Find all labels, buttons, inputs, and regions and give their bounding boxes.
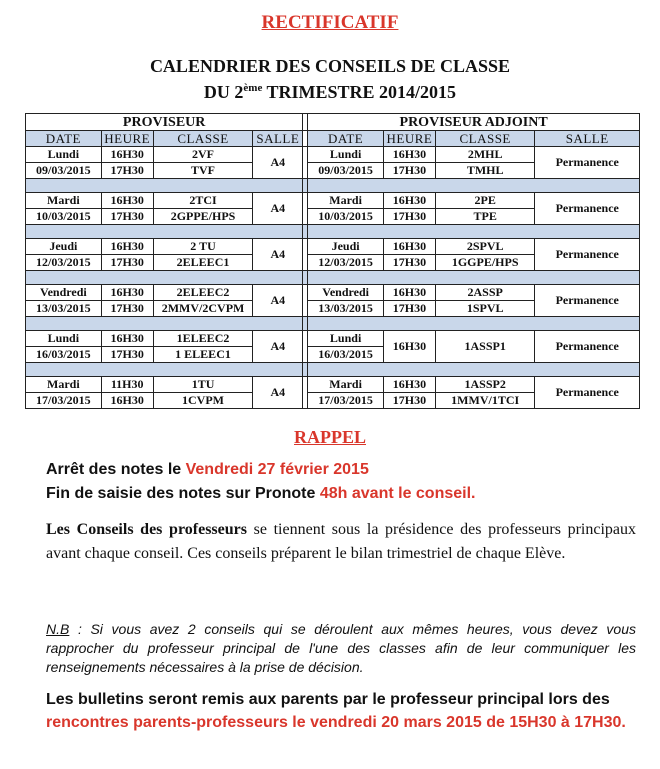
notes-stop-line bbox=[46, 461, 636, 479]
separator-row bbox=[26, 225, 640, 239]
room-cell: Permanence bbox=[535, 147, 640, 179]
date-day: Lundi bbox=[26, 331, 102, 347]
class-cell: 1 ELEEC1 bbox=[153, 347, 253, 363]
separator-row bbox=[26, 271, 640, 285]
room-cell: Permanence bbox=[535, 377, 640, 409]
time-cell: 16H30 bbox=[383, 331, 435, 363]
class-cell: 1GGPE/HPS bbox=[435, 255, 535, 271]
pronote-label: Fin de saisie des notes sur Pronote bbox=[46, 485, 320, 502]
class-cell: 2PE bbox=[435, 193, 535, 209]
class-cell: 2VF bbox=[153, 147, 253, 163]
table-row bbox=[26, 377, 640, 393]
class-cell: TVF bbox=[153, 163, 253, 179]
header-classe: CLASSE bbox=[435, 131, 535, 147]
room-cell: Permanence bbox=[535, 239, 640, 271]
date-value: 09/03/2015 bbox=[308, 163, 384, 179]
class-cell: 2 TU bbox=[153, 239, 253, 255]
class-cell: 2ASSP bbox=[435, 285, 535, 301]
time-cell: 16H30 bbox=[383, 239, 435, 255]
teachers-council-paragraph bbox=[46, 518, 636, 566]
subtitle-suffix: TRIMESTRE 2014/2015 bbox=[262, 82, 457, 102]
time-cell: 11H30 bbox=[101, 377, 153, 393]
table-row bbox=[26, 285, 640, 301]
time-cell: 17H30 bbox=[383, 209, 435, 225]
time-cell: 16H30 bbox=[383, 193, 435, 209]
class-cell: 1CVPM bbox=[153, 393, 253, 409]
time-cell: 17H30 bbox=[383, 163, 435, 179]
room-cell: Permanence bbox=[535, 193, 640, 225]
time-cell: 16H30 bbox=[383, 147, 435, 163]
calendar-title: CALENDRIER DES CONSEILS DE CLASSE bbox=[149, 56, 511, 76]
class-cell: 1TU bbox=[153, 377, 253, 393]
group-proviseur: PROVISEUR bbox=[26, 114, 303, 131]
time-cell: 16H30 bbox=[101, 393, 153, 409]
date-value: 17/03/2015 bbox=[308, 393, 384, 409]
date-value: 12/03/2015 bbox=[26, 255, 102, 271]
time-cell: 17H30 bbox=[383, 393, 435, 409]
time-cell: 16H30 bbox=[383, 377, 435, 393]
room-cell: A4 bbox=[253, 147, 303, 179]
class-cell: 2TCI bbox=[153, 193, 253, 209]
date-day: Mardi bbox=[26, 193, 102, 209]
date-value: 13/03/2015 bbox=[308, 301, 384, 317]
header-heure: HEURE bbox=[101, 131, 153, 147]
nb-paragraph bbox=[46, 620, 636, 677]
class-cell: 1SPVL bbox=[435, 301, 535, 317]
date-value: 09/03/2015 bbox=[26, 163, 102, 179]
time-cell: 16H30 bbox=[383, 285, 435, 301]
class-cell: 1MMV/1TCI bbox=[435, 393, 535, 409]
bulletins-text: Les bulletins seront remis aux parents par le professeur principal lors des bbox=[46, 691, 610, 708]
separator-row bbox=[26, 179, 640, 193]
date-day: Lundi bbox=[308, 331, 384, 347]
date-day: Mardi bbox=[308, 377, 384, 393]
time-cell: 17H30 bbox=[101, 209, 153, 225]
time-cell: 16H30 bbox=[101, 147, 153, 163]
teachers-council-bold: Les Conseils des professeurs bbox=[46, 521, 247, 538]
time-cell: 17H30 bbox=[383, 255, 435, 271]
date-day: Lundi bbox=[26, 147, 102, 163]
date-value: 10/03/2015 bbox=[308, 209, 384, 225]
council-calendar-table bbox=[25, 113, 640, 409]
table-row bbox=[26, 193, 640, 209]
class-cell: TPE bbox=[435, 209, 535, 225]
date-value: 17/03/2015 bbox=[26, 393, 102, 409]
table-row bbox=[26, 147, 640, 163]
room-cell: A4 bbox=[253, 377, 303, 409]
calendar-subtitle bbox=[0, 82, 660, 103]
pronote-deadline: 48h avant le conseil. bbox=[319, 485, 476, 502]
time-cell: 17H30 bbox=[383, 301, 435, 317]
date-day: Jeudi bbox=[26, 239, 102, 255]
table-row bbox=[26, 331, 640, 347]
pronote-line bbox=[46, 485, 636, 503]
room-cell: A4 bbox=[253, 193, 303, 225]
notes-stop-date: Vendredi 27 février 2015 bbox=[185, 461, 369, 478]
header-classe: CLASSE bbox=[153, 131, 253, 147]
class-cell: 2ELEEC1 bbox=[153, 255, 253, 271]
date-value: 16/03/2015 bbox=[308, 347, 384, 363]
bulletins-paragraph bbox=[46, 688, 636, 734]
room-cell: Permanence bbox=[535, 331, 640, 363]
time-cell: 16H30 bbox=[101, 239, 153, 255]
date-day: Vendredi bbox=[308, 285, 384, 301]
time-cell: 17H30 bbox=[101, 163, 153, 179]
table-row bbox=[26, 239, 640, 255]
header-date: DATE bbox=[26, 131, 102, 147]
subtitle-prefix: DU 2 bbox=[203, 82, 244, 102]
rectificatif-title: RECTIFICATIF bbox=[261, 12, 399, 33]
class-cell: 2MMV/2CVPM bbox=[153, 301, 253, 317]
room-cell: Permanence bbox=[535, 285, 640, 317]
header-heure: HEURE bbox=[383, 131, 435, 147]
date-value: 10/03/2015 bbox=[26, 209, 102, 225]
nb-text: : Si vous avez 2 conseils qui se déroulent aux mêmes heures, vous devez vous rapprocher du professeur principal de l'une des classes afin de leur communiquer les renseignements nécessaires à la prise de décision. bbox=[46, 621, 636, 675]
group-proviseur-adjoint: PROVISEUR ADJOINT bbox=[308, 114, 640, 131]
notes-stop-label: Arrêt des notes le bbox=[46, 461, 186, 478]
date-value: 13/03/2015 bbox=[26, 301, 102, 317]
date-day: Mardi bbox=[308, 193, 384, 209]
class-cell: 1ASSP1 bbox=[435, 331, 535, 363]
date-day: Vendredi bbox=[26, 285, 102, 301]
date-day: Lundi bbox=[308, 147, 384, 163]
header-salle: SALLE bbox=[535, 131, 640, 147]
room-cell: A4 bbox=[253, 331, 303, 363]
class-cell: 2MHL bbox=[435, 147, 535, 163]
class-cell: 1ASSP2 bbox=[435, 377, 535, 393]
separator-row bbox=[26, 363, 640, 377]
nb-label: N.B bbox=[46, 621, 70, 637]
time-cell: 17H30 bbox=[101, 347, 153, 363]
class-cell: 2SPVL bbox=[435, 239, 535, 255]
header-salle: SALLE bbox=[253, 131, 303, 147]
time-cell: 16H30 bbox=[101, 331, 153, 347]
class-cell: 1ELEEC2 bbox=[153, 331, 253, 347]
class-cell: 2ELEEC2 bbox=[153, 285, 253, 301]
room-cell: A4 bbox=[253, 285, 303, 317]
separator-row bbox=[26, 317, 640, 331]
teachers-council-text: se tiennent sous la présidence des professeurs principaux avant chaque conseil. Ces conseils préparent le bilan trimestriel de chaque Elève. bbox=[46, 521, 637, 562]
date-day: Mardi bbox=[26, 377, 102, 393]
date-day: Jeudi bbox=[308, 239, 384, 255]
time-cell: 17H30 bbox=[101, 255, 153, 271]
header-date: DATE bbox=[308, 131, 384, 147]
time-cell: 16H30 bbox=[101, 285, 153, 301]
bulletins-meeting: rencontres parents-professeurs le vendredi 20 mars 2015 de 15H30 à 17H30. bbox=[46, 714, 626, 731]
rappel-title: RAPPEL bbox=[294, 427, 366, 447]
time-cell: 16H30 bbox=[101, 193, 153, 209]
date-value: 12/03/2015 bbox=[308, 255, 384, 271]
subtitle-sup: ème bbox=[243, 82, 263, 94]
time-cell: 17H30 bbox=[101, 301, 153, 317]
room-cell: A4 bbox=[253, 239, 303, 271]
class-cell: TMHL bbox=[435, 163, 535, 179]
class-cell: 2GPPE/HPS bbox=[153, 209, 253, 225]
date-value: 16/03/2015 bbox=[26, 347, 102, 363]
